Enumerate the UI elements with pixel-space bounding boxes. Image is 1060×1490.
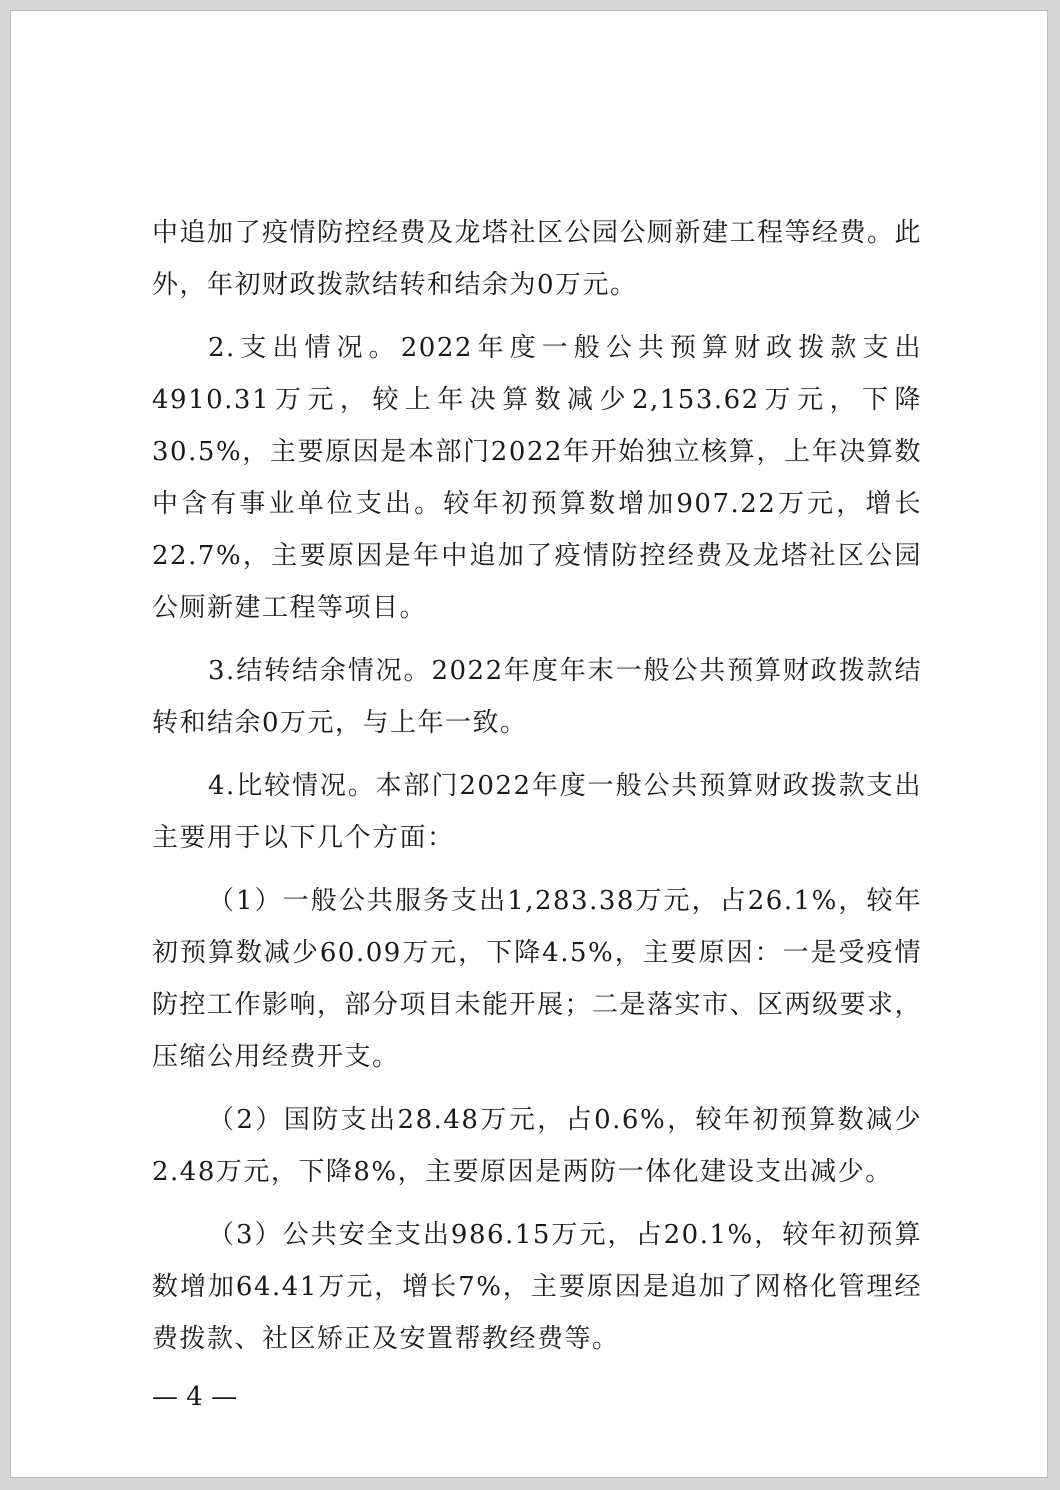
paragraph-item-general-services: （1）一般公共服务支出1,283.38万元，占26.1%，较年初预算数减少60.09万元，下降4.5%，主要原因：一是受疫情防控工作影响，部分项目未能开展；二是落实市、区两级要求，压缩公用经费开支。 [152,886,923,1072]
document-body [152,207,922,1376]
paragraph-continuation: 中追加了疫情防控经费及龙塔社区公园公厕新建工程等经费。此外，年初财政拨款结转和结余为0万元。 [152,218,923,300]
paragraph-balance: 3.结转结余情况。2022年度年末一般公共预算财政拨款结转和结余0万元，与上年一致。 [152,656,922,738]
document-page [10,10,1048,1478]
paragraph-item-defense: （2）国防支出28.48万元，占0.6%，较年初预算数减少2.48万元，下降8%，主要原因是两防一体化建设支出减少。 [152,1105,922,1187]
page-number: — 4 — [152,1382,238,1412]
paragraph-expenditure: 2.支出情况。2022年度一般公共预算财政拨款支出4910.31万元，较上年决算数减少2,153.62万元，下降30.5%，主要原因是本部门2022年开始独立核算，上年决算数中含有事业单位支出。较年初预算数增加907.22万元，增长22.7%，主要原因是年中追加了疫情防控经费及龙塔社区公园公厕新建工程等项目。 [152,333,922,623]
paragraph-comparison: 4.比较情况。本部门2022年度一般公共预算财政拨款支出主要用于以下几个方面： [152,771,922,853]
paragraph-item-public-security: （3）公共安全支出986.15万元，占20.1%，较年初预算数增加64.41万元，增长7%，主要原因是追加了网格化管理经费拨款、社区矫正及安置帮教经费等。 [152,1220,922,1354]
